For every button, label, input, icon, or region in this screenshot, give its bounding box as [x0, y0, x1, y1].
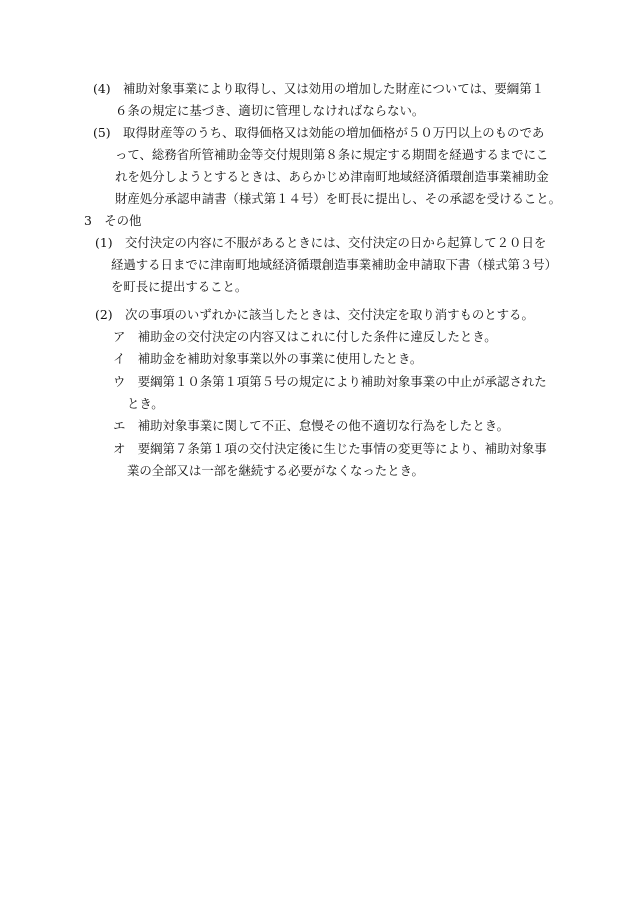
item-5-line-1: (5) 取得財産等のうち、取得価格又は効能の増加価格が５０万円以上のものであ	[93, 125, 545, 140]
item-4	[93, 78, 544, 122]
item-5-line-4: 財産処分承認申請書（様式第１４号）を町長に提出し、その承認を受けること。	[115, 191, 562, 206]
subitem-o-line-2: 業の全部又は一部を継続する必要がなくなったとき。	[127, 463, 424, 478]
item-2	[95, 304, 534, 326]
subitem-u-line-1: ウ 要綱第１０条第１項第５号の規定により補助対象事業の中止が承認された	[113, 374, 547, 389]
item-1-line-2: 経過する日までに津南町地域経済循環創造事業補助金申請取下書（様式第３号）	[111, 257, 558, 272]
item-5-line-2: って、総務省所管補助金等交付規則第８条に規定する期間を経過するまでにこ	[115, 147, 549, 162]
item-1-line-3: を町長に提出すること。	[111, 279, 248, 294]
item-2-line-1: (2) 次の事項のいずれかに該当したときは、交付決定を取り消すものとする。	[95, 307, 534, 322]
subitem-u	[113, 371, 547, 415]
subitem-i-line-1: イ 補助金を補助対象事業以外の事業に使用したとき。	[113, 351, 423, 366]
subitem-o	[113, 438, 547, 482]
subitem-e	[113, 415, 509, 437]
subitem-o-line-1: オ 要綱第７条第１項の交付決定後に生じた事情の変更等により、補助対象事	[113, 441, 547, 456]
subitem-u-line-2: とき。	[127, 396, 164, 411]
item-1-line-1: (1) 交付決定の内容に不服があるときには、交付決定の日から起算して２０日を	[95, 235, 547, 250]
item-4-line-2: ６条の規定に基づき、適切に管理しなければならない。	[115, 103, 425, 118]
subitem-e-line-1: エ 補助対象事業に関して不正、怠慢その他不適切な行為をしたとき。	[113, 418, 510, 433]
subitem-a	[113, 326, 497, 348]
subitem-a-line-1: ア 補助金の交付決定の内容又はこれに付した条件に違反したとき。	[113, 329, 497, 344]
item-1	[95, 232, 557, 298]
item-5-line-3: れを処分しようとするときは、あらかじめ津南町地域経済循環創造事業補助金	[115, 169, 549, 184]
item-5	[93, 122, 561, 210]
subitem-i	[113, 348, 422, 370]
section-3-title: 3 その他	[84, 213, 142, 228]
section-3-heading	[84, 210, 141, 232]
item-4-line-1: (4) 補助対象事業により取得し、又は効用の増加した財産については、要綱第１	[93, 81, 544, 96]
